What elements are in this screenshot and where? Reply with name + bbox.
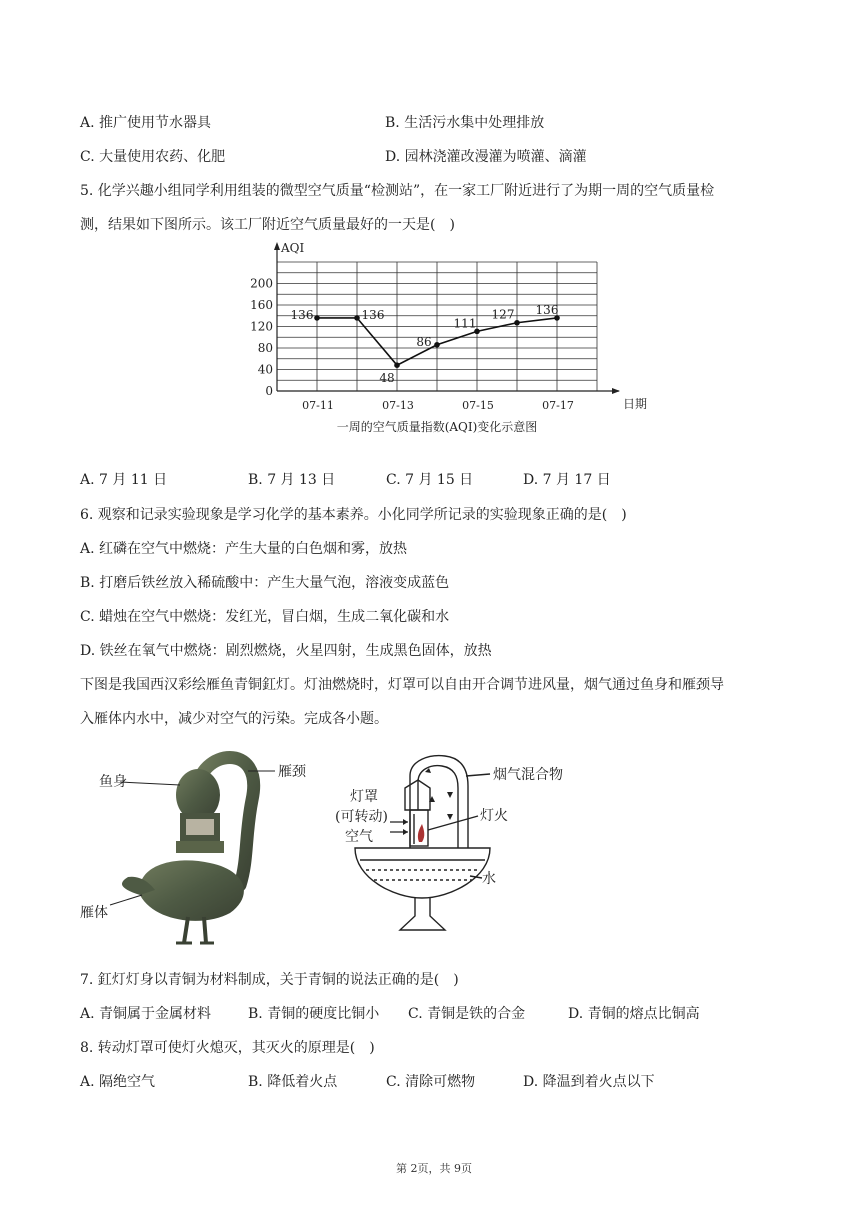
q4-option-a: A. 推广使用节水器具 [80,115,212,131]
data-label: 136 [290,307,314,322]
q8-option-c: C. 清除可燃物 [386,1074,476,1090]
q6-option-a: A. 红磷在空气中燃烧：产生大量的白色烟和雾，放热 [80,541,408,557]
q6-stem: 6. 观察和记录实验现象是学习化学的基本素养。小化同学所记录的实验现象正确的是( ) [80,507,627,523]
label-rotatable: (可转动) [335,809,388,825]
data-label: 111 [453,316,477,331]
q8-stem: 8. 转动灯罩可使灯火熄灭，其灭火的原理是( ) [80,1040,375,1056]
label-goose-body: 雁体 [80,905,108,921]
label-goose-neck: 雁颈 [278,764,306,780]
y-axis-label: AQI [281,241,305,255]
q5-option-c: C. 7 月 15 日 [386,472,474,488]
y-tick-label: 0 [265,384,273,398]
q8-option-b: B. 降低着火点 [248,1074,338,1090]
x-tick-label: 07-13 [382,399,414,412]
q6-option-d: D. 铁丝在氧气中燃烧：剧烈燃烧，火星四射，生成黑色固体，放热 [80,643,492,659]
q5-stem-line2: 测，结果如下图所示。该工厂附近空气质量最好的一天是( ) [80,217,455,233]
q4-option-b: B. 生活污水集中处理排放 [385,115,545,131]
x-axis-arrow [612,388,620,394]
y-tick-label: 200 [250,276,273,291]
data-point [434,342,440,348]
data-label: 127 [491,307,515,322]
y-tick-label: 120 [250,319,273,334]
y-axis-arrow [274,242,280,250]
data-point [314,315,320,321]
data-point [394,362,400,368]
q6-option-c: C. 蜡烛在空气中燃烧：发红光，冒白烟，生成二氧化碳和水 [80,609,450,625]
q7-option-a: A. 青铜属于金属材料 [80,1006,212,1022]
q6-option-b: B. 打磨后铁丝放入稀硫酸中：产生大量气泡，溶液变成蓝色 [80,575,450,591]
q7-option-d: D. 青铜的熔点比铜高 [568,1006,700,1022]
q5-option-d: D. 7 月 17 日 [523,472,611,488]
label-flame: 灯火 [480,808,508,824]
y-tick-label: 80 [257,341,273,355]
x-axis-label: 日期 [623,397,648,411]
x-tick-label: 07-11 [302,399,334,412]
q8-option-d: D. 降温到着火点以下 [523,1074,655,1090]
q8-option-a: A. 隔绝空气 [80,1074,156,1090]
q7-stem: 7. 釭灯灯身以青铜为材料制成，关于青铜的说法正确的是( ) [80,972,459,988]
data-label: 136 [535,302,559,317]
q5-stem-line1: 5. 化学兴趣小组同学利用组装的微型空气质量“检测站”，在一家工厂附近进行了为期一周的空气质量检 [80,183,715,199]
q5-option-b: B. 7 月 13 日 [248,472,336,488]
x-tick-label: 07-17 [542,399,574,412]
label-air: 空气 [345,829,373,845]
data-label: 86 [416,334,432,349]
x-tick-label: 07-15 [462,399,494,412]
page-number: 第 2页，共 9页 [396,1162,472,1175]
q7-option-c: C. 青铜是铁的合金 [408,1006,526,1022]
intro-line2: 入雁体内水中，减少对空气的污染。完成各小题。 [80,711,388,727]
label-smoke-mix: 烟气混合物 [493,767,563,783]
intro-line1: 下图是我国西汉彩绘雁鱼青铜釭灯。灯油燃烧时，灯罩可以自由开合调节进风量，烟气通过鱼身和雁颈导 [80,677,724,693]
y-tick-label: 40 [257,362,273,377]
q7-option-b: B. 青铜的硬度比铜小 [248,1006,380,1022]
label-fish-body: 鱼身 [99,774,127,790]
data-label: 136 [361,307,385,322]
q5-option-a: A. 7 月 11 日 [80,472,168,488]
label-lamp-cover: 灯罩 [350,789,378,805]
data-point [514,320,520,326]
aqi-line-chart [250,238,648,438]
chart-caption: 一周的空气质量指数(AQI)变化示意图 [336,420,538,434]
q4-option-c: C. 大量使用农药、化肥 [80,149,226,165]
chart-grid [277,262,597,391]
y-tick-label: 160 [250,298,273,312]
q4-option-d: D. 园林浇灌改漫灌为喷灌、滴灌 [385,149,587,165]
data-point [354,315,360,321]
label-water: 水 [482,871,496,887]
data-label: 48 [379,371,395,386]
